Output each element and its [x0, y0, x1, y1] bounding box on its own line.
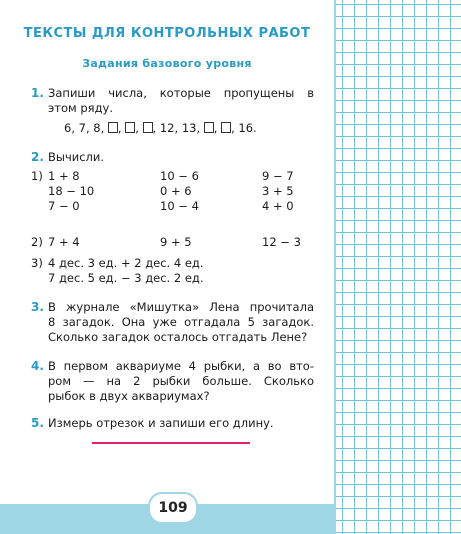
task-4-number: 4. — [31, 359, 44, 373]
measure-segment — [92, 442, 250, 444]
expr-row2-2: 9 + 5 — [160, 235, 192, 249]
task-4-line-1: В первом аквариуме 4 рыбки, а во вто- — [48, 359, 314, 373]
seq-item: 13, — [181, 121, 201, 135]
blank-box — [143, 122, 153, 133]
expr-row2-1: 7 + 4 — [48, 235, 80, 249]
expr-c3-r2: 3 + 5 — [262, 184, 294, 198]
seq-item: 8, — [93, 121, 105, 135]
expr-c3-r3: 4 + 0 — [262, 199, 294, 213]
task-4-line-3: рыбок в двух аквариумах? — [48, 389, 210, 403]
task-3-line-2: 8 загадок. Она уже отгадала 5 загадок. — [48, 315, 314, 329]
task-3-line-3: Сколько загадок осталось отгадать Лене? — [48, 330, 308, 344]
number-sequence: 6, 7, 8, , , , 12, 13, , , 16. — [64, 121, 257, 135]
blank-box — [125, 122, 135, 133]
task-3-number: 3. — [31, 300, 44, 314]
seq-item: 7, — [78, 121, 90, 135]
task-2-label: Вычисли. — [48, 150, 105, 164]
expr-c1-r3: 7 − 0 — [48, 199, 80, 213]
expr-c3-r1: 9 − 7 — [262, 169, 294, 183]
expr-c1-r2: 18 − 10 — [48, 184, 95, 198]
task-1-line-2: этом ряду. — [48, 101, 114, 115]
task-3-line-1: В журнале «Мишутка» Лена прочитала — [48, 300, 314, 314]
blank-box — [108, 122, 118, 133]
page-subtitle: Задания базового уровня — [82, 57, 252, 70]
seq-item: 12, — [159, 121, 179, 135]
blank-box — [221, 122, 231, 133]
task-2-number: 2. — [31, 150, 44, 164]
part-1-label: 1) — [31, 169, 43, 183]
seq-item: 16. — [238, 121, 257, 135]
expr-c2-r2: 0 + 6 — [160, 184, 192, 198]
expr-c2-r3: 10 − 4 — [160, 199, 199, 213]
task-1-number: 1. — [31, 86, 44, 100]
page-title: ТЕКСТЫ ДЛЯ КОНТРОЛЬНЫХ РАБОТ — [23, 26, 311, 41]
expr-row3-2: 7 дес. 5 ед. − 3 дес. 2 ед. — [48, 271, 204, 285]
task-5-text: Измерь отрезок и запиши его длину. — [48, 416, 274, 430]
task-1-line-1: Запиши числа, которые пропущены в — [48, 86, 314, 100]
expr-row2-3: 12 − 3 — [262, 235, 301, 249]
squared-paper-margin — [334, 0, 461, 534]
part-3-label: 3) — [31, 256, 43, 270]
task-4-line-2: ром — на 2 рыбки больше. Сколько — [48, 374, 314, 388]
page-number: 109 — [148, 492, 198, 524]
blank-box — [204, 122, 214, 133]
part-2-label: 2) — [31, 235, 43, 249]
expr-c1-r1: 1 + 8 — [48, 169, 80, 183]
expr-row3-1: 4 дес. 3 ед. + 2 дес. 4 ед. — [48, 256, 204, 270]
expr-c2-r1: 10 − 6 — [160, 169, 199, 183]
task-5-number: 5. — [31, 416, 44, 430]
seq-item: 6, — [64, 121, 75, 135]
